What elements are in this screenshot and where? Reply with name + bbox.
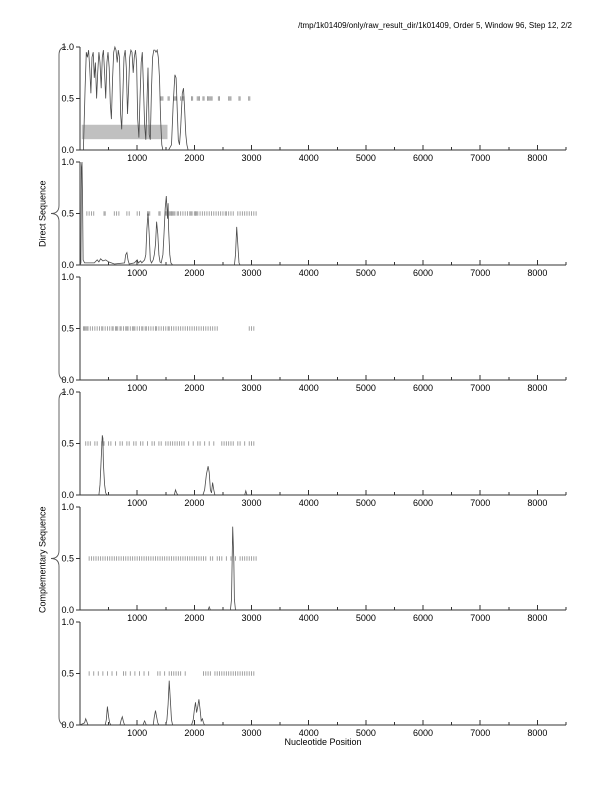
x-tick-label: 2000 xyxy=(184,728,205,738)
x-tick-label: 8000 xyxy=(527,153,548,163)
x-tick-label: 8000 xyxy=(527,268,548,278)
shaded-region xyxy=(82,125,168,139)
x-tick-label: 5000 xyxy=(355,613,376,623)
x-tick-label: 5000 xyxy=(355,498,376,508)
axes xyxy=(76,277,566,380)
x-tick-label: 4000 xyxy=(298,728,319,738)
y-tick-label: 1.0 xyxy=(61,42,74,52)
x-tick-label: 2000 xyxy=(184,383,205,393)
subplot-direct-frame-3 xyxy=(61,272,566,393)
y-tick-label: 0.5 xyxy=(61,323,74,334)
mid-level-markers xyxy=(87,211,256,215)
probability-curve xyxy=(80,435,566,495)
x-tick-label: 6000 xyxy=(413,613,434,623)
x-tick-label: 1000 xyxy=(127,728,148,738)
x-tick-label: 1000 xyxy=(127,268,148,278)
y-tick-label: 1.0 xyxy=(61,272,74,282)
x-tick-label: 2000 xyxy=(184,153,205,163)
x-tick-label: 1000 xyxy=(127,383,148,393)
x-tick-label: 4000 xyxy=(298,383,319,393)
mid-level-markers xyxy=(89,671,254,675)
x-tick-label: 7000 xyxy=(470,613,491,623)
x-tick-label: 8000 xyxy=(527,728,548,738)
mid-level-markers xyxy=(161,96,250,100)
x-tick-label: 5000 xyxy=(355,268,376,278)
subplot-direct-frame-1 xyxy=(61,42,566,163)
x-tick-label: 1000 xyxy=(127,613,148,623)
y-tick-label: 1.0 xyxy=(61,502,74,512)
x-tick-label: 6000 xyxy=(413,383,434,393)
x-tick-label: 3000 xyxy=(241,268,262,278)
y-tick-label: 0.0 xyxy=(61,375,74,385)
x-axis-label: Nucleotide Position xyxy=(284,737,362,747)
x-tick-label: 2000 xyxy=(184,498,205,508)
x-tick-label: 1000 xyxy=(127,498,148,508)
y-tick-label: 0.5 xyxy=(61,208,74,219)
y-tick-label: 0.0 xyxy=(61,490,74,500)
x-tick-label: 7000 xyxy=(470,383,491,393)
y-tick-label: 1.0 xyxy=(61,387,74,397)
x-tick-label: 7000 xyxy=(470,498,491,508)
subplot-complementary-frame-1 xyxy=(61,387,566,508)
y-tick-label: 0.0 xyxy=(61,605,74,615)
plot-title: /tmp/1k01409/only/raw_result_dir/1k01409, Order 5, Window 96, Step 12, 2/2 xyxy=(298,21,572,30)
y-tick-label: 1.0 xyxy=(61,617,74,627)
mid-level-markers xyxy=(86,441,254,445)
x-tick-label: 3000 xyxy=(241,728,262,738)
y-tick-label: 0.5 xyxy=(61,668,74,679)
y-tick-label: 0.0 xyxy=(61,260,74,270)
mid-level-markers xyxy=(83,326,253,330)
x-tick-label: 3000 xyxy=(241,498,262,508)
y-tick-label: 0.0 xyxy=(61,145,74,155)
x-tick-label: 2000 xyxy=(184,613,205,623)
x-tick-label: 8000 xyxy=(527,498,548,508)
y-tick-label: 0.5 xyxy=(61,553,74,564)
subplot-complementary-frame-3 xyxy=(61,617,566,738)
x-tick-label: 8000 xyxy=(527,383,548,393)
y-tick-label: 0.5 xyxy=(61,438,74,449)
subplot-direct-frame-2 xyxy=(61,157,566,278)
x-tick-label: 4000 xyxy=(298,613,319,623)
complementary-sequence-group-label: Complementary Sequence xyxy=(37,506,48,614)
probability-curve xyxy=(80,527,566,610)
x-tick-label: 2000 xyxy=(184,268,205,278)
probability-curve xyxy=(80,162,566,265)
x-tick-label: 1000 xyxy=(127,153,148,163)
y-tick-label: 1.0 xyxy=(61,157,74,167)
direct-sequence-group-label: Direct Sequence xyxy=(37,180,48,248)
axes xyxy=(76,507,566,610)
probability-curve xyxy=(80,681,566,725)
y-tick-label: 0.0 xyxy=(61,720,74,730)
x-tick-label: 6000 xyxy=(413,268,434,278)
x-tick-label: 4000 xyxy=(298,153,319,163)
x-tick-label: 5000 xyxy=(355,728,376,738)
x-tick-label: 4000 xyxy=(298,268,319,278)
x-tick-label: 4000 xyxy=(298,498,319,508)
x-tick-label: 7000 xyxy=(470,728,491,738)
x-tick-label: 5000 xyxy=(355,153,376,163)
x-tick-label: 3000 xyxy=(241,383,262,393)
y-tick-label: 0.5 xyxy=(61,93,74,104)
mid-level-markers xyxy=(89,556,256,560)
x-tick-label: 6000 xyxy=(413,498,434,508)
x-tick-label: 6000 xyxy=(413,153,434,163)
x-tick-label: 3000 xyxy=(241,153,262,163)
x-tick-label: 7000 xyxy=(470,268,491,278)
subplot-complementary-frame-2 xyxy=(61,502,566,623)
x-tick-label: 5000 xyxy=(355,383,376,393)
x-tick-label: 7000 xyxy=(470,153,491,163)
axes xyxy=(76,392,566,495)
x-tick-label: 6000 xyxy=(413,728,434,738)
x-tick-label: 3000 xyxy=(241,613,262,623)
x-tick-label: 8000 xyxy=(527,613,548,623)
axes xyxy=(76,622,566,725)
